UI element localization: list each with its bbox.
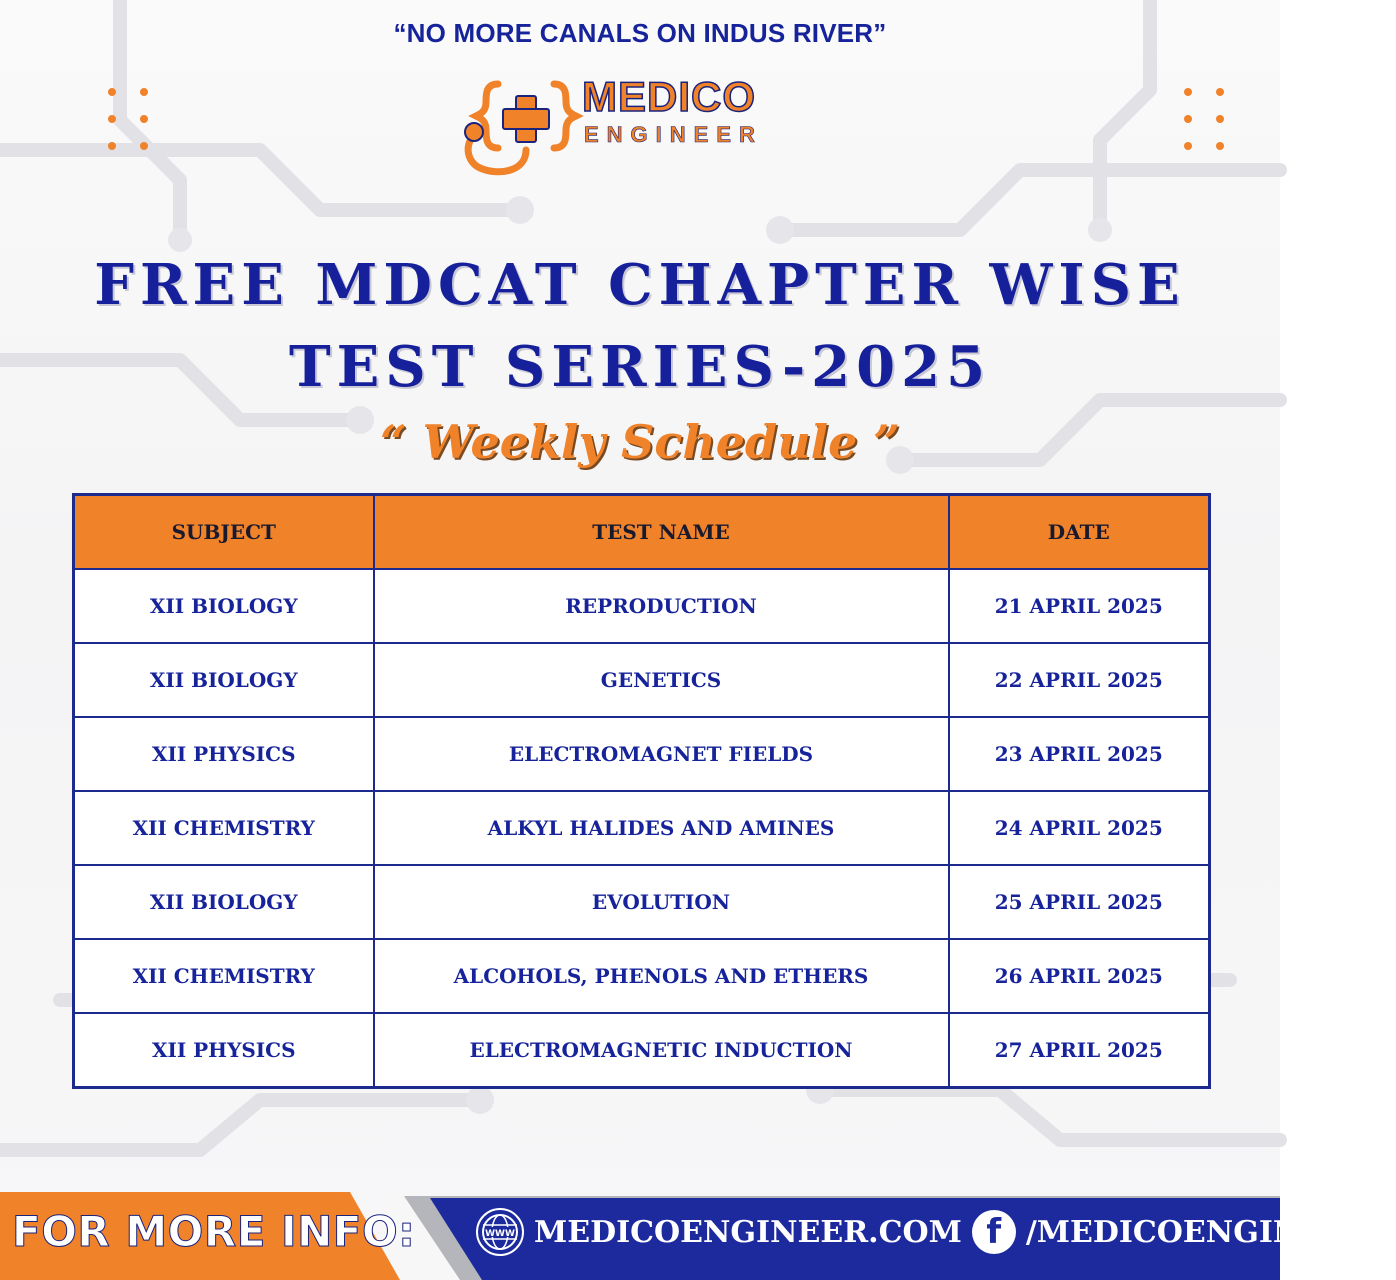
cell-test-name: ELECTROMAGNETIC INDUCTION — [374, 1013, 949, 1088]
cell-subject: XII CHEMISTRY — [74, 791, 374, 865]
cell-date: 22 APRIL 2025 — [949, 643, 1210, 717]
decorative-dots-left — [108, 88, 148, 150]
cell-subject: XII BIOLOGY — [74, 643, 374, 717]
cell-test-name: ALCOHOLS, PHENOLS AND ETHERS — [374, 939, 949, 1013]
title-line-1: FREE MDCAT CHAPTER WISE — [94, 252, 1186, 318]
website-link[interactable]: MEDICOENGINEER.COM — [534, 1214, 962, 1250]
cell-date: 24 APRIL 2025 — [949, 791, 1210, 865]
medico-engineer-logo — [458, 72, 818, 184]
table-header-row — [74, 495, 1210, 570]
cell-subject: XII PHYSICS — [74, 1013, 374, 1088]
cell-subject: XII BIOLOGY — [74, 865, 374, 939]
title-line-2: TEST SERIES-2025 — [288, 334, 992, 400]
column-header-subject: SUBJECT — [74, 495, 374, 570]
cell-subject: XII CHEMISTRY — [74, 939, 374, 1013]
table-row — [74, 1013, 1210, 1088]
cell-date: 26 APRIL 2025 — [949, 939, 1210, 1013]
facebook-icon[interactable]: f — [972, 1210, 1016, 1254]
cell-test-name: EVOLUTION — [374, 865, 949, 939]
cell-date: 23 APRIL 2025 — [949, 717, 1210, 791]
cell-date: 27 APRIL 2025 — [949, 1013, 1210, 1088]
column-header-test-name: TEST NAME — [374, 495, 949, 570]
table-row — [74, 643, 1210, 717]
page-title — [0, 244, 1280, 408]
slogan: “NO MORE CANALS ON INDUS RIVER” — [393, 18, 887, 48]
cell-test-name: ALKYL HALIDES AND AMINES — [374, 791, 949, 865]
cell-subject: XII BIOLOGY — [74, 569, 374, 643]
column-header-date: DATE — [949, 495, 1210, 570]
facebook-link[interactable]: /MEDICOENGINEERR — [1025, 1214, 1396, 1250]
cell-subject: XII PHYSICS — [74, 717, 374, 791]
table-row — [74, 865, 1210, 939]
cell-test-name: GENETICS — [374, 643, 949, 717]
stethoscope-plus-icon — [458, 72, 588, 184]
logo-word-engineer: ENGINEER — [584, 122, 763, 147]
cell-date: 21 APRIL 2025 — [949, 569, 1210, 643]
svg-text:WWW: WWW — [485, 1229, 515, 1239]
table-row — [74, 791, 1210, 865]
www-globe-icon — [476, 1208, 524, 1256]
table-row — [74, 569, 1210, 643]
schedule-table — [72, 493, 1211, 1089]
footer-info-label: FOR MORE INFO: — [12, 1207, 416, 1256]
decorative-dots-right — [1184, 88, 1224, 150]
logo-word-medico: MEDICO — [582, 73, 756, 120]
cell-test-name: REPRODUCTION — [374, 569, 949, 643]
table-row — [74, 939, 1210, 1013]
cell-test-name: ELECTROMAGNET FIELDS — [374, 717, 949, 791]
cell-date: 25 APRIL 2025 — [949, 865, 1210, 939]
table-row — [74, 717, 1210, 791]
subtitle-weekly-schedule: “ Weekly Schedule ” — [380, 415, 900, 469]
footer-contact-row — [476, 1204, 1396, 1260]
